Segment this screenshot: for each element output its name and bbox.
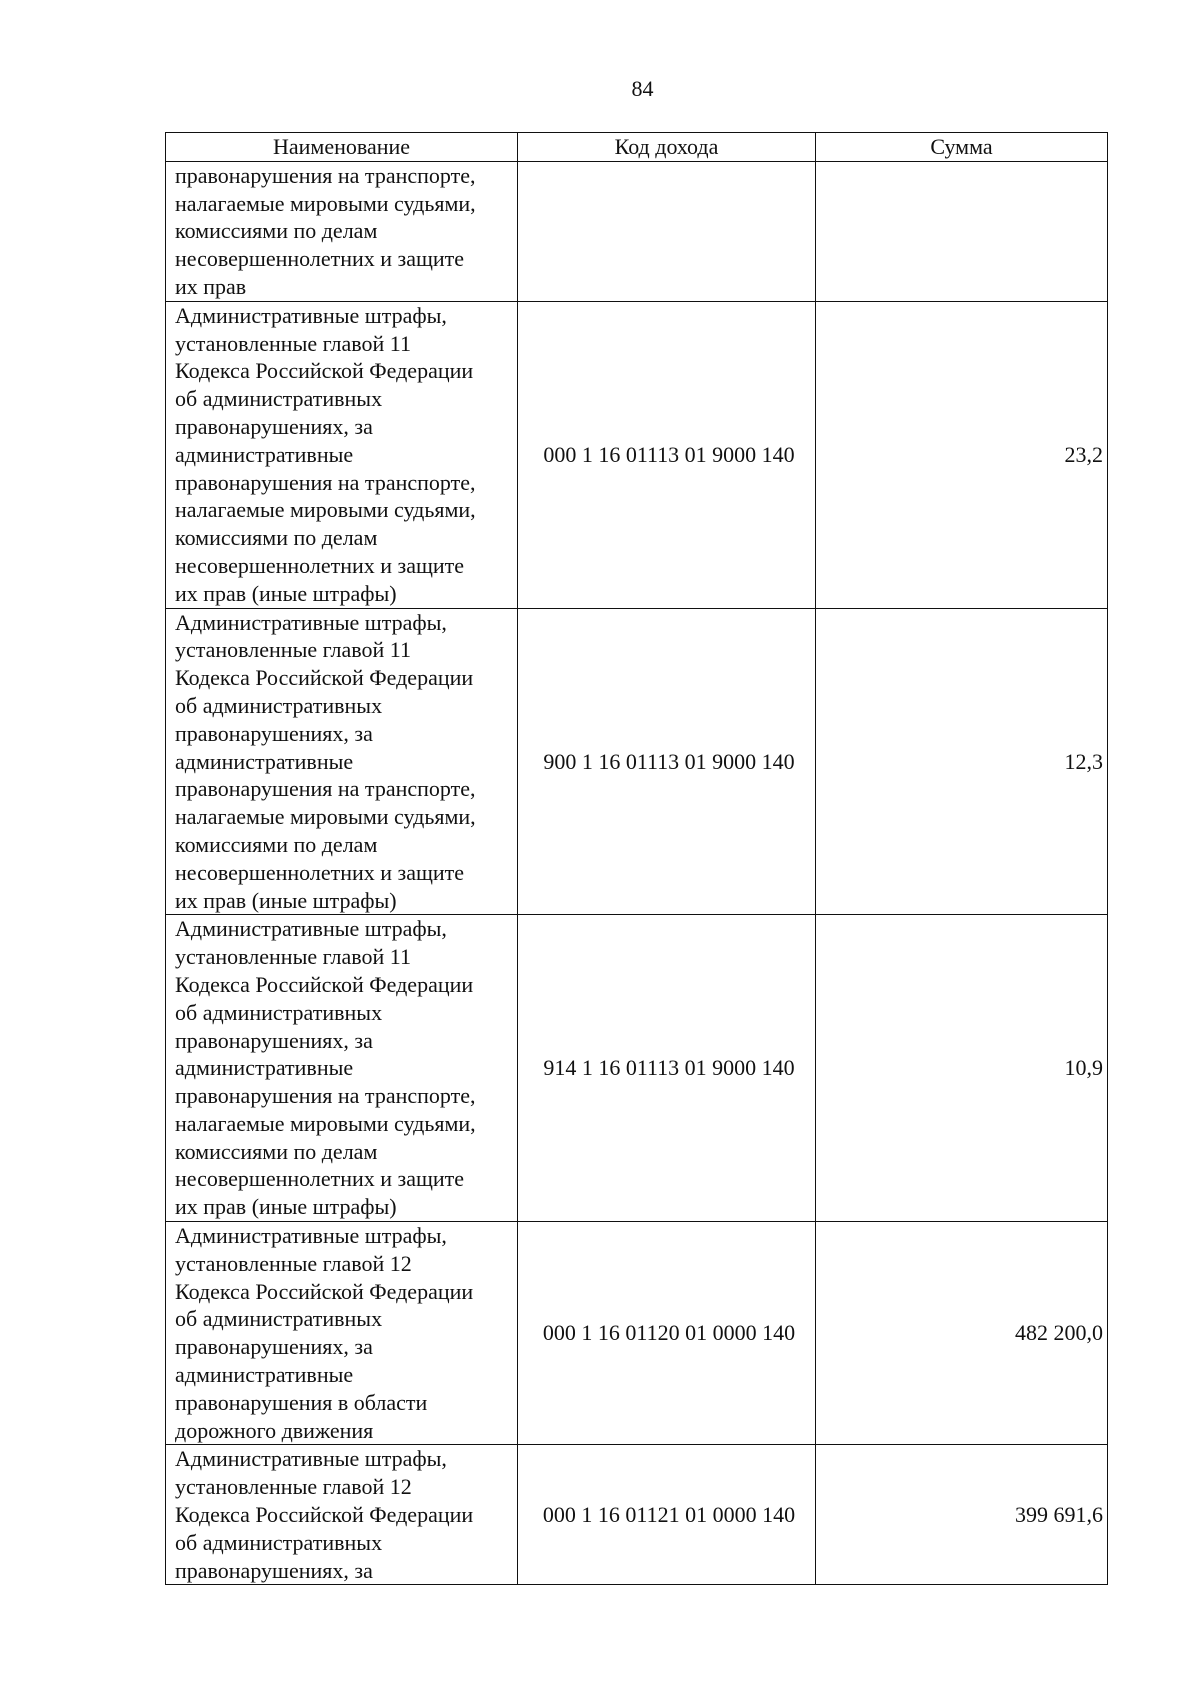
header-code: Код дохода (518, 133, 816, 162)
row-sum: 23,2 (816, 301, 1108, 608)
row-sum: 12,3 (816, 608, 1108, 915)
header-name: Наименование (166, 133, 518, 162)
row-code: 900 1 16 01113 01 9000 140 (518, 608, 816, 915)
row-code: 914 1 16 01113 01 9000 140 (518, 915, 816, 1222)
row-sum: 10,9 (816, 915, 1108, 1222)
row-code: 000 1 16 01120 01 0000 140 (518, 1222, 816, 1445)
table-row (166, 161, 1108, 301)
row-name: Административные штрафы, установленные главой 11 Кодекса Российской Федерации об административных правонарушениях, за административные правонарушения на транспорте, налагаемые мировыми судьями, комиссиями по делам несовершеннолетних и защите их прав (иные штрафы) (166, 301, 518, 608)
table-row (166, 608, 1108, 915)
table-row (166, 915, 1108, 1222)
row-code: 000 1 16 01121 01 0000 140 (518, 1445, 816, 1585)
page-number: 84 (631, 76, 654, 101)
row-name: правонарушения на транспорте, налагаемые мировыми судьями, комиссиями по делам несовершеннолетних и защите их прав (166, 161, 518, 301)
row-name: Административные штрафы, установленные главой 11 Кодекса Российской Федерации об административных правонарушениях, за административные правонарушения на транспорте, налагаемые мировыми судьями, комиссиями по делам несовершеннолетних и защите их прав (иные штрафы) (166, 915, 518, 1222)
table-row (166, 1445, 1108, 1585)
row-code: 000 1 16 01113 01 9000 140 (518, 301, 816, 608)
table-header-row (166, 133, 1108, 162)
revenue-table (165, 132, 1108, 1585)
row-sum (816, 161, 1108, 301)
table-row (166, 1222, 1108, 1445)
row-name: Административные штрафы, установленные главой 11 Кодекса Российской Федерации об административных правонарушениях, за административные правонарушения на транспорте, налагаемые мировыми судьями, комиссиями по делам несовершеннолетних и защите их прав (иные штрафы) (166, 608, 518, 915)
row-sum: 482 200,0 (816, 1222, 1108, 1445)
row-sum: 399 691,6 (816, 1445, 1108, 1585)
table-row (166, 301, 1108, 608)
row-code (518, 161, 816, 301)
row-name: Административные штрафы, установленные главой 12 Кодекса Российской Федерации об административных правонарушениях, за (166, 1445, 518, 1585)
row-name: Административные штрафы, установленные главой 12 Кодекса Российской Федерации об административных правонарушениях, за административные правонарушения в области дорожного движения (166, 1222, 518, 1445)
header-sum: Сумма (816, 133, 1108, 162)
